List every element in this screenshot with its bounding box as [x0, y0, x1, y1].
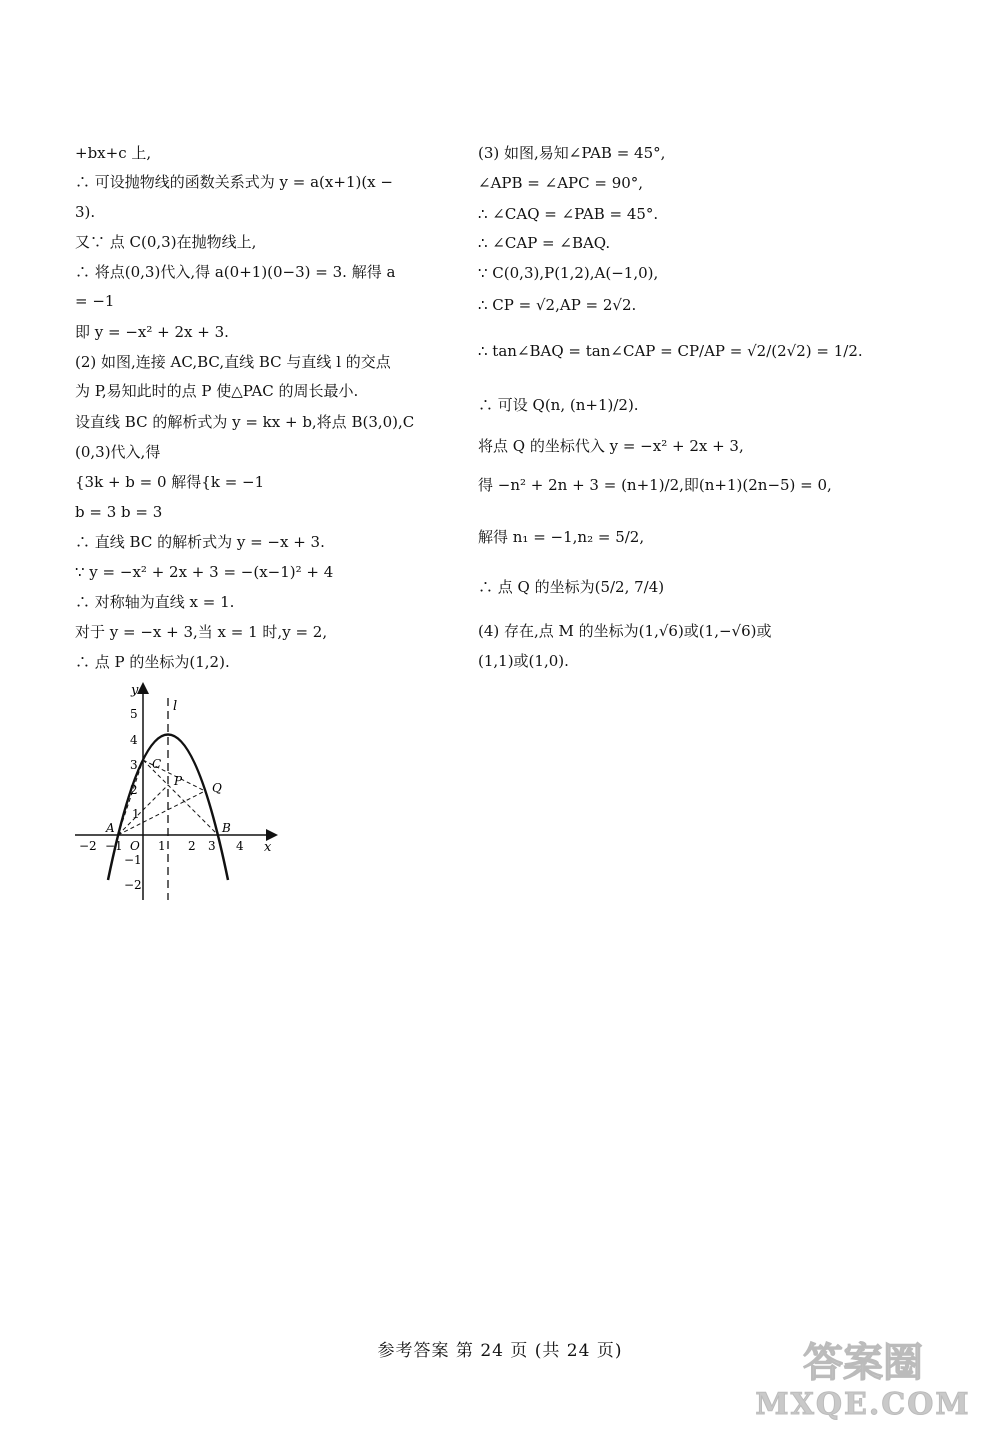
- answer-line: (4) 存在,点 M 的坐标为(1,√6)或(1,−√6)或: [478, 622, 772, 640]
- y-tick-label: −2: [124, 878, 142, 892]
- answer-line: ∴ 可设 Q(n, (n+1)/2).: [478, 396, 639, 414]
- svg-text:答案圈: 答案圈: [803, 1339, 923, 1386]
- answer-line: ∴ ∠CAQ = ∠PAB = 45°.: [478, 205, 659, 223]
- answer-line: (2) 如图,连接 AC,BC,直线 BC 与直线 l 的交点: [75, 353, 391, 371]
- answer-line: ∴ 点 Q 的坐标为(5/2, 7/4): [478, 578, 665, 596]
- point-a-label: A: [106, 821, 115, 835]
- y-tick-label: 1: [132, 807, 140, 821]
- point-q-label: Q: [212, 781, 222, 795]
- answer-line: ∴ ∠CAP = ∠BAQ.: [478, 234, 611, 252]
- x-tick-label: 2: [188, 839, 196, 853]
- svg-text:MXQE.COM: MXQE.COM: [755, 1387, 971, 1422]
- page-footer: 参考答案 第 24 页 (共 24 页): [377, 1341, 623, 1361]
- answer-line: ∠APB = ∠APC = 90°,: [478, 174, 644, 192]
- point-c-label: C: [152, 757, 162, 771]
- x-tick-label: −1: [105, 839, 123, 853]
- answer-line: (0,3)代入,得: [75, 443, 161, 461]
- answer-line: +bx+c 上,: [75, 144, 152, 162]
- x-tick-label: 3: [208, 839, 216, 853]
- y-tick-label: 5: [130, 707, 138, 721]
- answer-line: (1,1)或(1,0).: [478, 652, 569, 670]
- answer-line: ∴ 将点(0,3)代入,得 a(0+1)(0−3) = 3. 解得 a: [75, 263, 396, 281]
- y-tick-label: 3: [130, 758, 138, 772]
- answer-line: 3).: [75, 203, 96, 221]
- point-b-label: B: [222, 821, 231, 835]
- answer-line: 即 y = −x² + 2x + 3.: [75, 323, 229, 341]
- answer-line: ∴ tan∠BAQ = tan∠CAP = CP/AP = √2/(2√2) = 1/2.: [478, 342, 863, 360]
- y-tick-label: 2: [130, 783, 138, 797]
- answer-line: ∵ C(0,3),P(1,2),A(−1,0),: [478, 264, 659, 282]
- x-axis-label: x: [264, 840, 272, 855]
- watermark-logo: [738, 1328, 988, 1423]
- answer-line: 设直线 BC 的解析式为 y = kx + b,将点 B(3,0),C: [75, 413, 415, 431]
- y-axis-label: y: [131, 683, 139, 698]
- line-l-label: l: [173, 699, 178, 714]
- answer-line: ∴ CP = √2,AP = 2√2.: [478, 296, 637, 314]
- answer-line: ∴ 直线 BC 的解析式为 y = −x + 3.: [75, 533, 325, 551]
- equation-system-line: b = 3 b = 3: [75, 503, 163, 521]
- answer-line: 解得 n₁ = −1,n₂ = 5/2,: [478, 528, 645, 546]
- answer-line: 对于 y = −x + 3,当 x = 1 时,y = 2,: [75, 623, 328, 641]
- answer-line: ∴ 点 P 的坐标为(1,2).: [75, 653, 230, 671]
- point-p-label: P: [174, 774, 183, 788]
- x-tick-label: −2: [79, 839, 97, 853]
- answer-line: 为 P,易知此时的点 P 使△PAC 的周长最小.: [75, 382, 359, 400]
- answer-line: 得 −n² + 2n + 3 = (n+1)/2,即(n+1)(2n−5) = 0,: [478, 476, 832, 494]
- y-tick-label: 4: [130, 733, 138, 747]
- parabola-figure: [70, 680, 285, 910]
- answer-line: (3) 如图,易知∠PAB = 45°,: [478, 144, 666, 162]
- x-tick-label: 4: [236, 839, 244, 853]
- origin-label: O: [130, 839, 140, 853]
- equation-system-line: {3k + b = 0 解得{k = −1: [75, 473, 265, 491]
- answer-line: 又∵ 点 C(0,3)在抛物线上,: [75, 233, 257, 251]
- answer-line: ∵ y = −x² + 2x + 3 = −(x−1)² + 4: [75, 563, 334, 581]
- answer-line: = −1: [75, 292, 115, 310]
- answer-line: 将点 Q 的坐标代入 y = −x² + 2x + 3,: [478, 437, 744, 455]
- x-tick-label: 1: [158, 839, 166, 853]
- answer-line: ∴ 对称轴为直线 x = 1.: [75, 593, 235, 611]
- answer-line: ∴ 可设抛物线的函数关系式为 y = a(x+1)(x −: [75, 173, 393, 191]
- y-tick-label: −1: [124, 853, 142, 867]
